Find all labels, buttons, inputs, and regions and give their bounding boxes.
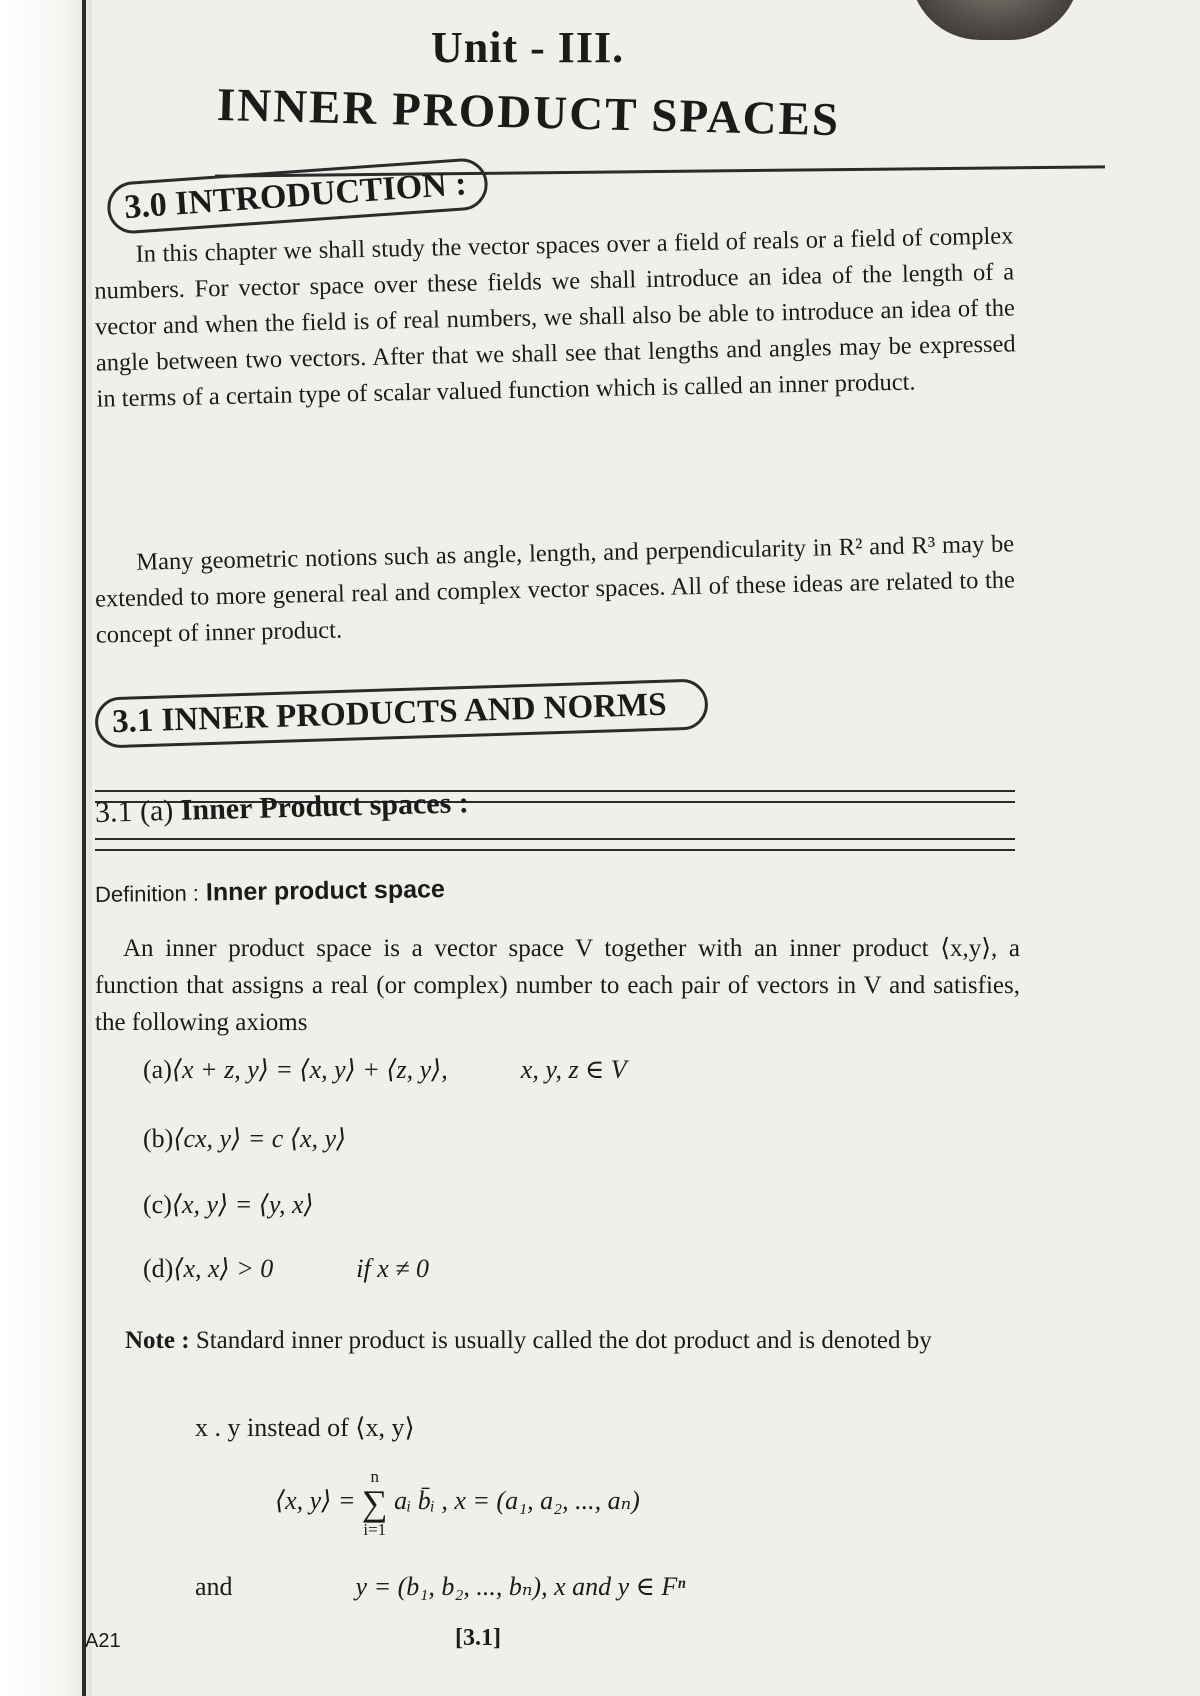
book-spine-margin: [0, 0, 92, 1696]
axiom-condition: x, y, z ∈ V: [520, 1055, 627, 1084]
summation-icon: ∑: [361, 1483, 388, 1523]
subsection-number: 3.1 (a): [94, 793, 174, 829]
geometric-notions-paragraph: Many geometric notions such as angle, length, and perpendicularity in R² and R³ may be extended to more general real and complex vector spaces. All of these ideas are related to the concept of inner product.: [94, 530, 1016, 649]
axiom-d: [143, 1254, 429, 1284]
definition-label: Definition :: [94, 880, 200, 907]
axiom-expression-conjugate: ⟨x, y⟩ = ⟨y, x⟩: [171, 1190, 314, 1219]
book-gutter-line: [82, 0, 86, 1696]
definition-paragraph: An inner product space is a vector space V together with an inner product ⟨x,y⟩, a function that assigns a real (or complex) number to each pair of vectors in V and satisfies, the following axioms: [95, 935, 1020, 1036]
sigma-symbol: [362, 1468, 388, 1538]
axiom-a: [143, 1055, 627, 1085]
intro-paragraph: In this chapter we shall study the vector spaces over a field of reals or a field of complex numbers. For vector space over these fields we shall introduce an idea of the length of a vector and when the field is of real numbers, we shall also be able to introduce an idea of the angle between two vectors. After that we shall see that lengths and angles may be expressed in terms of a certain type of scalar valued function which is called an inner product.: [94, 222, 1016, 413]
sum-rhs: aᵢ b̄ᵢ , x = (a₁, a₂, ..., aₙ): [394, 1485, 640, 1515]
axiom-expression: ⟨x, x⟩ > 0: [173, 1254, 274, 1283]
footer-code: A21: [85, 1630, 121, 1652]
axiom-label: (c): [143, 1190, 172, 1219]
and-line: [195, 1572, 685, 1602]
axiom-condition: if x ≠ 0: [356, 1254, 430, 1283]
document-page: [85, 0, 1195, 1696]
axiom-c: [143, 1190, 314, 1220]
axiom-expression: ⟨x + z, y⟩ = ⟨x, y⟩ + ⟨z, y⟩,: [171, 1055, 448, 1084]
axiom-expression: ⟨cx, y⟩ = c ⟨x, y⟩: [173, 1124, 347, 1153]
note-label: Note :: [125, 1327, 190, 1354]
note-text: Standard inner product is usually called the dot product and is denoted by: [195, 1327, 932, 1354]
double-rule-bottom: [95, 838, 1015, 851]
note-paragraph: [95, 1322, 1020, 1359]
sigma-upper-limit: n: [370, 1467, 379, 1486]
definition-title: Inner product space: [205, 875, 446, 907]
y-definition: y = (b₁, b₂, ..., bₙ), x and y ∈ Fⁿ: [355, 1572, 686, 1601]
subsection-title: Inner Product spaces :: [180, 786, 470, 827]
dot-product-notation: x . y instead of ⟨x, y⟩: [195, 1413, 415, 1442]
chapter-title: INNER PRODUCT SPACES: [216, 79, 841, 147]
axiom-label: (a): [143, 1055, 172, 1084]
page-number: [3.1]: [455, 1625, 501, 1651]
sigma-lower-limit: i=1: [363, 1520, 387, 1539]
and-word: and: [195, 1572, 233, 1601]
unit-title: Unit - III.: [431, 23, 625, 72]
section-heading-inner-products-norms: 3.1 INNER PRODUCTS AND NORMS: [94, 678, 708, 748]
sum-lhs: ⟨x, y⟩ =: [275, 1485, 356, 1515]
axiom-b: [143, 1124, 346, 1154]
sum-formula: [275, 1468, 640, 1538]
definition-heading: [95, 875, 445, 909]
axiom-label: (d): [143, 1254, 174, 1283]
axiom-label: (b): [143, 1124, 174, 1153]
section-heading-introduction: 3.0 INTRODUCTION :: [106, 157, 490, 235]
